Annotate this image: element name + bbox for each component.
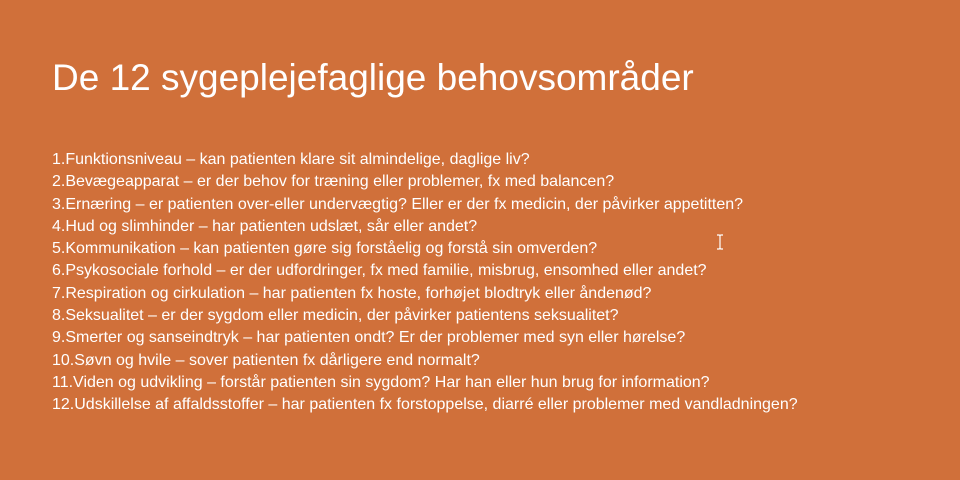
list-item: 8.Seksualitet – er der sygdom eller medicin, der påvirker patientens seksualitet? [52, 307, 619, 325]
text-cursor-icon [716, 234, 724, 250]
slide-title: De 12 sygeplejefaglige behovsområder [52, 57, 694, 98]
needs-list [52, 149, 798, 417]
list-item: 6.Psykosociale forhold – er der udfordringer, fx med familie, misbrug, ensomhed eller andet? [52, 262, 707, 280]
list-item: 3.Ernæring – er patienten over-eller undervægtig? Eller er der fx medicin, der påvirker appetitten? [52, 195, 744, 213]
list-item: 4.Hud og slimhinder – har patienten udslæt, sår eller andet? [52, 217, 478, 235]
list-item: 11.Viden og udvikling – forstår patienten sin sygdom? Har han eller hun brug for information? [52, 373, 710, 391]
list-item: 7.Respiration og cirkulation – har patienten fx hoste, forhøjet blodtryk eller åndenød? [52, 284, 652, 302]
list-item: 10.Søvn og hvile – sover patienten fx dårligere end normalt? [52, 351, 480, 369]
list-item: 9.Smerter og sanseindtryk – har patienten ondt? Er der problemer med syn eller hørelse? [52, 329, 686, 347]
list-item: 2.Bevægeapparat – er der behov for træning eller problemer, fx med balancen? [52, 173, 615, 191]
list-item: 12.Udskillelse af affaldsstoffer – har patienten fx forstoppelse, diarré eller problemer med vandladningen? [52, 396, 798, 414]
list-item: 1.Funktionsniveau – kan patienten klare sit almindelige, daglige liv? [52, 151, 530, 168]
list-item: 5.Kommunikation – kan patienten gøre sig forståelig og forstå sin omverden? [52, 240, 598, 258]
